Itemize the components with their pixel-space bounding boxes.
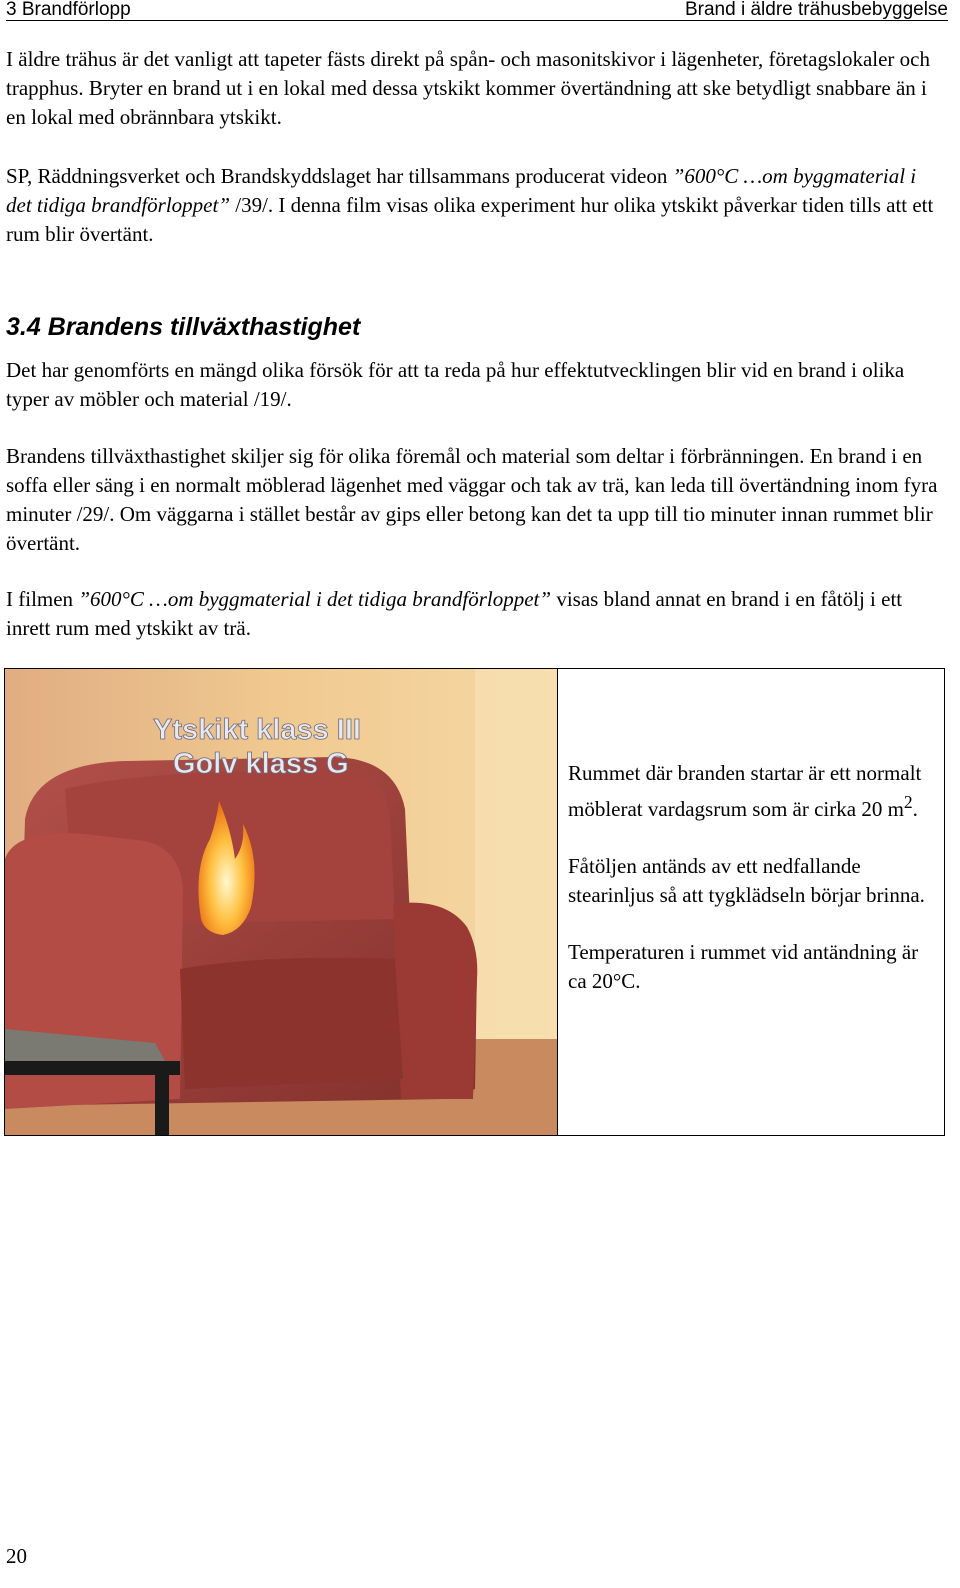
paragraph-video-text-b: /39/. I denna film visas olika experiment hur olika ytskikt påverkar tiden tills att ett rum blir övertänt. — [6, 193, 934, 246]
caption-ignition: Fåtöljen antänds av ett nedfallande stearinljus så att tygklädseln börjar brinna. — [568, 854, 925, 907]
armchair-fire-photo — [5, 669, 558, 1135]
paragraph-film-text-b: visas bland annat en brand i en fåtölj i ett inrett rum med ytskikt av trä. — [6, 587, 903, 640]
caption-room-end: . — [912, 797, 918, 821]
overlay-line-2: Golv klass G — [173, 748, 349, 780]
header-title: Brand i äldre trähusbebyggelse — [684, 0, 948, 20]
video-title: ”600°C …om byggmaterial i det tidiga brandförloppet” — [6, 164, 917, 217]
caption-room-sup: 2 — [903, 792, 913, 812]
paragraph-film-text-a: I filmen — [6, 587, 79, 611]
figure-box — [4, 668, 945, 1136]
paragraph-video-text-a: SP, Räddningsverket och Brandskyddslaget har tillsammans producerat videon — [6, 164, 673, 188]
caption-temperature: Temperaturen i rummet vid antändning är ca 20°C. — [568, 940, 919, 993]
header-chapter: 3 Brandförlopp — [6, 0, 131, 20]
caption-room — [568, 759, 938, 824]
caption-room-text: Rummet där branden startar är ett normalt möblerat vardagsrum som är cirka 20 m — [568, 761, 922, 821]
paragraph-intro: I äldre trähus är det vanligt att tapeter fästs direkt på spån- och masonitskivor i lägenheter, företagslokaler och trapphus. Bryter en brand ut i en lokal med dessa ytskikt kommer övertändning att ske betydligt snabbare än i en lokal med obrännbara ytskikt. — [6, 47, 930, 129]
paragraph-experiments: Det har genomförts en mängd olika försök för att ta reda på hur effektutvecklingen blir vid en brand i olika typer av möbler och material /19/. — [6, 358, 905, 411]
section-heading: 3.4 Brandens tillväxthastighet — [6, 313, 361, 341]
page-number: 20 — [6, 1544, 27, 1568]
overlay-line-1: Ytskikt klass III — [153, 714, 361, 746]
film-title: ”600°C …om byggmaterial i det tidiga brandförloppet” — [78, 587, 552, 611]
paragraph-growth-rate: Brandens tillväxthastighet skiljer sig för olika föremål och material som deltar i förbränningen. En brand i en soffa eller säng i en normalt möblerad lägenhet med väggar och tak av trä, kan leda till övertändning inom fyra minuter /29/. Om väggarna i stället består av gips eller betong kan det ta upp till tio minuter innan rummet blir övertänt. — [6, 444, 938, 555]
page-header — [6, 0, 948, 21]
armchair-illustration — [5, 669, 557, 1135]
paragraph-film — [6, 585, 944, 643]
paragraph-video — [6, 162, 944, 249]
figure-caption — [568, 759, 938, 1024]
